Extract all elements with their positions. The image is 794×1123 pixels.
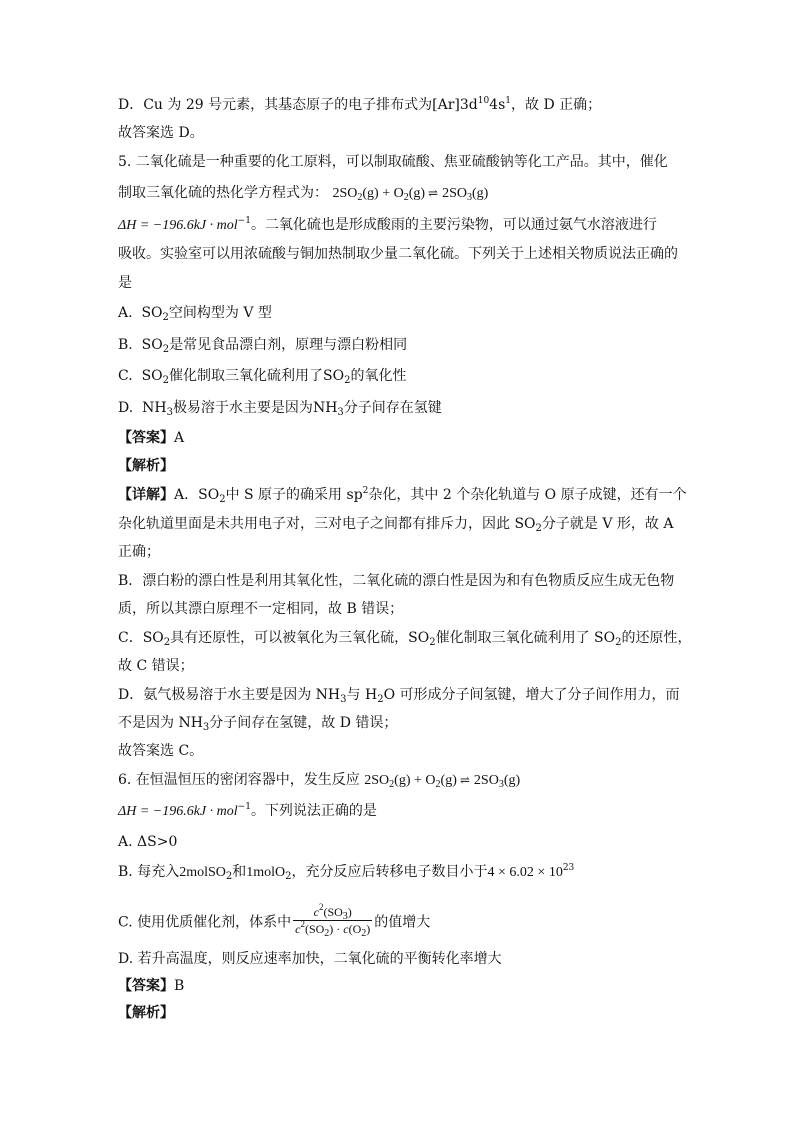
text: 的还原性， xyxy=(621,630,692,646)
sup: 2 xyxy=(300,919,305,929)
sup: 23 xyxy=(562,863,575,873)
q6-option-c[interactable] xyxy=(118,902,431,939)
q6-option-d[interactable]: D. 若升高温度，则反应速率加快，二氧化硫的平衡转化率增大 xyxy=(118,951,502,967)
q6-answer xyxy=(118,976,184,996)
sub: 2 xyxy=(162,344,170,355)
text: + xyxy=(410,773,426,788)
thermo-equation xyxy=(332,186,488,201)
q5-option-c[interactable] xyxy=(118,366,406,386)
answer-label: 【答案】 xyxy=(118,978,174,994)
q5-detail-a2 xyxy=(118,514,673,534)
text: 催化制取三氧化硫利用了 xyxy=(169,368,324,384)
text: C．SO xyxy=(118,630,164,646)
fraction-numerator xyxy=(293,904,372,921)
sub: 2 xyxy=(225,871,233,882)
text: c xyxy=(295,922,301,936)
detail-label: 【详解】 xyxy=(118,487,174,503)
text: 。下列说法正确的是 xyxy=(250,803,377,819)
text: (g) xyxy=(408,186,426,201)
text: 催化制取三氧化硫利用了 SO xyxy=(435,630,616,646)
text: (g) xyxy=(472,186,489,201)
text: 空间构型为 V 型 xyxy=(168,305,272,321)
q5-stem-line1: 5. 二氧化硫是一种重要的化工原料，可以制取硫酸、焦亚硫酸钠等化工产品。其中，催化 xyxy=(118,154,668,170)
text: A．SO xyxy=(174,487,220,503)
text: C. 使用优质催化剂，体系中 xyxy=(118,914,292,931)
text: 2SO xyxy=(473,773,499,788)
analysis-label: 【解析】 xyxy=(118,458,174,474)
fraction-denominator xyxy=(293,921,372,937)
analysis-label: 【解析】 xyxy=(118,1005,174,1021)
sub: 2 xyxy=(435,779,441,790)
text: 是常见食品漂白剂，原理与漂白粉相同 xyxy=(169,337,408,353)
sub: 2 xyxy=(377,694,384,705)
text: (SO xyxy=(323,905,343,919)
q5-detail-c2: 故 C 错误； xyxy=(118,658,194,674)
prev-conclusion: 故答案选 D。 xyxy=(118,125,204,141)
q6-option-b[interactable] xyxy=(118,862,574,883)
q5-analysis-label xyxy=(118,456,174,476)
text: 。二氧化硫也是形成酸雨的主要污染物，可以通过氨气水溶液进行 xyxy=(250,217,657,233)
sub: 2 xyxy=(344,375,351,386)
sub: 2 xyxy=(324,928,330,939)
sub: 2 xyxy=(429,637,436,648)
sub: 3 xyxy=(467,192,473,203)
text: 4 × 6.02 × 10 xyxy=(487,865,563,880)
sub: 2 xyxy=(403,192,409,203)
text: 分子间存在氢键，故 D 错误； xyxy=(209,715,398,731)
answer-label: 【答案】 xyxy=(118,430,174,446)
q5-detail-c1 xyxy=(118,628,692,648)
text: ，故 D 正确； xyxy=(511,97,602,113)
sub: 2 xyxy=(615,637,622,648)
sub: 3 xyxy=(498,779,504,790)
text: 极易溶于水主要是因为 xyxy=(172,400,313,416)
q5-detail-conclusion: 故答案选 C。 xyxy=(118,743,204,759)
q5-stem-line3 xyxy=(118,215,657,236)
option-label: D. xyxy=(118,400,134,416)
option-label: B. xyxy=(118,337,133,353)
text: SO xyxy=(141,305,163,321)
text: B. 每充入 xyxy=(118,864,180,880)
text: (O xyxy=(348,922,362,936)
sub: 2 xyxy=(361,928,367,939)
q6-option-a[interactable]: A. ΔS>0 xyxy=(118,834,178,850)
text: 中 S 原子的确采用 sp xyxy=(225,487,363,503)
sup: −1 xyxy=(237,802,251,812)
text: 2SO xyxy=(442,186,468,201)
sub: 2 xyxy=(389,779,395,790)
text: (g) xyxy=(503,773,521,788)
q5-detail-a3: 正确； xyxy=(118,544,160,560)
text: ) xyxy=(366,922,371,936)
text: c xyxy=(313,905,319,919)
sup: 2 xyxy=(362,486,369,496)
sub: 3 xyxy=(337,407,344,418)
equilibrium-arrow-icon: ⇌ xyxy=(459,773,471,787)
text: 的值增大 xyxy=(374,914,431,931)
q5-stem-line5: 是 xyxy=(118,275,132,291)
text: ，充分反应后转移电子数目小于 xyxy=(291,864,488,880)
q5-stem-line4: 吸收。实验室可以用浓硫酸与铜加热制取少量二氧化硫。下列关于上述相关物质说法正确的 xyxy=(118,246,678,262)
reaction-equation xyxy=(364,773,520,788)
q5-option-b[interactable] xyxy=(118,335,407,355)
q5-detail-a1 xyxy=(118,485,687,505)
text: O 可形成分子间氢键，增大了分子间作用力，而 xyxy=(383,687,680,703)
text: 与 H xyxy=(346,687,378,703)
q5-detail-b2: 质，所以其漂白原理不一定相同，故 B 错误； xyxy=(118,601,404,617)
text: D．氨气极易溶于水主要是因为 NH xyxy=(118,687,341,703)
text: 和 xyxy=(232,864,247,880)
answer-value: B xyxy=(174,978,185,994)
sub: 3 xyxy=(202,722,210,733)
text: 制取三氧化硫的热化学方程式为： xyxy=(118,185,328,201)
sup: 2 xyxy=(318,902,324,912)
sub: 2 xyxy=(357,192,363,203)
text: 杂化轨道里面是未共用电子对，三对电子之间都有排斥力，因此 SO xyxy=(118,516,536,532)
text: ) xyxy=(347,905,352,919)
text: 分子就是 V 形，故 A xyxy=(541,516,674,532)
text: 分子间存在氢键 xyxy=(343,400,442,416)
sup: 1 xyxy=(505,96,511,106)
text: O xyxy=(393,186,404,201)
answer-value: A xyxy=(174,430,185,446)
text: SO xyxy=(141,368,163,384)
text: (g) xyxy=(440,773,457,788)
q6-analysis-label xyxy=(118,1003,174,1023)
text: + xyxy=(378,186,394,201)
text: · xyxy=(333,922,344,936)
sub: 3 xyxy=(342,911,348,922)
text: O xyxy=(425,773,436,788)
sub: 3 xyxy=(340,694,347,705)
q5-option-d[interactable] xyxy=(118,398,442,418)
sub: 2 xyxy=(285,871,292,882)
text: NH xyxy=(142,400,167,416)
text: ) xyxy=(329,922,334,936)
sub: 3 xyxy=(166,407,173,418)
text: 2SO xyxy=(332,186,358,201)
q6-stem-line2 xyxy=(118,801,377,822)
delta-h: ΔH = −196.6kJ · mol xyxy=(118,804,238,819)
text: 2SO xyxy=(364,773,390,788)
q6-stem-line1 xyxy=(118,770,520,791)
sub: 2 xyxy=(162,312,169,323)
sub: 2 xyxy=(162,375,170,386)
q5-answer xyxy=(118,428,184,448)
text: 杂化，其中 2 个杂化轨道与 O 原子成键，还有一个 xyxy=(368,487,687,503)
q5-detail-d1 xyxy=(118,685,680,705)
text: (g) xyxy=(362,186,379,201)
sub: 2 xyxy=(219,494,226,505)
text: SO xyxy=(323,368,345,384)
sub: 2 xyxy=(535,523,542,534)
text: (SO xyxy=(304,922,325,936)
text: 具有还原性，可以被氧化为三氧化硫，SO xyxy=(170,630,430,646)
q5-detail-d2 xyxy=(118,713,397,733)
text: 4s xyxy=(489,97,506,113)
prev-option-d xyxy=(118,95,601,115)
sup: −1 xyxy=(237,216,251,226)
text: 不是因为 NH xyxy=(118,715,203,731)
equilibrium-quotient-fraction xyxy=(293,904,372,937)
text: c xyxy=(343,922,349,936)
option-label: A. xyxy=(118,305,133,321)
delta-h: ΔH = −196.6kJ · mol xyxy=(118,218,238,233)
q5-stem-line2 xyxy=(118,183,488,204)
equilibrium-arrow-icon: ⇌ xyxy=(428,186,440,200)
text: 2molSO xyxy=(179,865,226,880)
sub: 2 xyxy=(163,637,171,648)
text: 6. 在恒温恒压的密闭容器中，发生反应 xyxy=(118,772,360,788)
text: (g) xyxy=(394,773,411,788)
text: D．Cu 为 29 号元素，其基态原子的电子排布式为[Ar]3d xyxy=(118,97,478,113)
option-label: C. xyxy=(118,368,133,384)
text: SO xyxy=(141,337,163,353)
text: NH xyxy=(312,400,338,416)
q5-detail-b1: B．漂白粉的漂白性是利用其氧化性，二氧化硫的漂白性是因为和有色物质反应生成无色物 xyxy=(118,573,675,589)
sup: 10 xyxy=(477,96,490,106)
q5-option-a[interactable] xyxy=(118,303,272,323)
text: 的氧化性 xyxy=(350,368,407,384)
text: 1molO xyxy=(246,865,286,880)
